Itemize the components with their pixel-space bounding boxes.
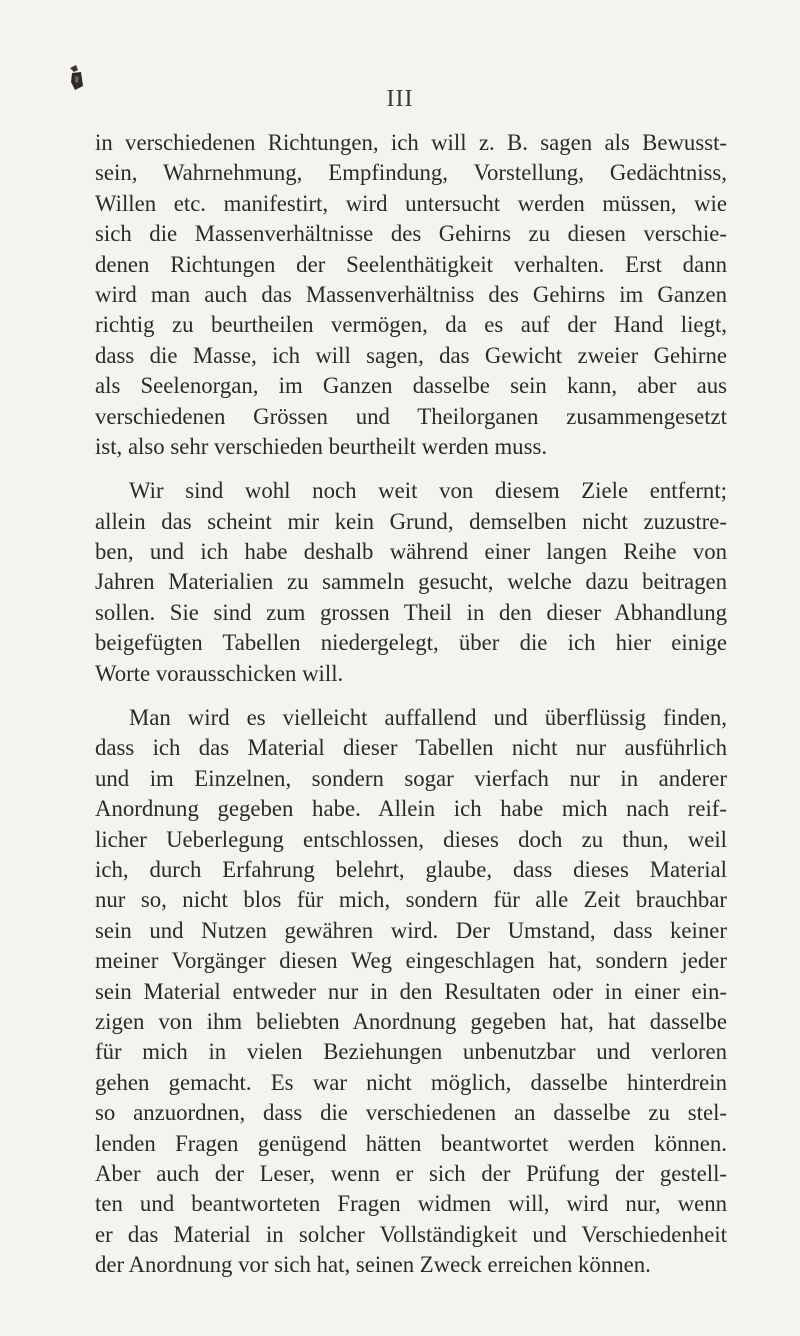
text-line: beigefügten Tabellen niedergelegt, über die ich hier einige bbox=[95, 630, 727, 656]
text-line: allein das scheint mir kein Grund, demselben nicht zuzustre- bbox=[95, 508, 727, 534]
text-line: Worte vorausschicken will. bbox=[95, 660, 344, 686]
paragraph-2 bbox=[95, 476, 727, 689]
text-line: in verschiedenen Richtungen, ich will z. B. sagen als Bewusst- bbox=[95, 130, 727, 155]
text-line: gehen gemacht. Es war nicht möglich, dasselbe hinterdrein bbox=[95, 1069, 727, 1095]
text-line: Willen etc. manifestirt, wird untersucht werden müssen, wie bbox=[95, 190, 727, 216]
text-line: nur so, nicht blos für mich, sondern für alle Zeit brauchbar bbox=[95, 887, 727, 913]
text-line: lenden Fragen genügend hätten beantwortet werden können. bbox=[95, 1130, 727, 1156]
text-line: licher Ueberlegung entschlossen, dieses doch zu thun, weil bbox=[95, 826, 727, 852]
text-line: zigen von ihm beliebten Anordnung gegeben hat, hat dasselbe bbox=[95, 1008, 727, 1034]
body-text bbox=[95, 128, 727, 1280]
text-line: sein, Wahrnehmung, Empfindung, Vorstellung, Gedächtniss, bbox=[95, 160, 727, 186]
text-line: richtig zu beurtheilen vermögen, da es auf der Hand liegt, bbox=[95, 312, 727, 338]
text-line: sollen. Sie sind zum grossen Theil in den dieser Abhandlung bbox=[95, 599, 727, 625]
text-line: Anordnung gegeben habe. Allein ich habe mich nach reif- bbox=[95, 796, 727, 822]
text-line: sein Material entweder nur in den Resultaten oder in einer ein- bbox=[95, 978, 727, 1004]
text-line: er das Material in solcher Vollständigkeit und Verschiedenheit bbox=[95, 1221, 727, 1247]
text-line: für mich in vielen Beziehungen unbenutzbar und verloren bbox=[95, 1039, 727, 1065]
paragraph-3 bbox=[95, 703, 727, 1280]
library-stamp-mark bbox=[66, 64, 86, 92]
text-line: ten und beantworteten Fragen widmen will, wird nur, wenn bbox=[95, 1191, 727, 1217]
text-line: Jahren Materialien zu sammeln gesucht, welche dazu beitragen bbox=[95, 569, 727, 595]
text-line: ist, also sehr verschieden beurtheilt werden muss. bbox=[95, 433, 548, 459]
text-line: wird man auch das Massenverhältniss des Gehirns im Ganzen bbox=[95, 281, 727, 307]
text-line: denen Richtungen der Seelenthätigkeit verhalten. Erst dann bbox=[95, 251, 727, 277]
text-line: ich, durch Erfahrung belehrt, glaube, dass dieses Material bbox=[95, 856, 727, 882]
text-line: Man wird es vielleicht auffallend und überflüssig finden, bbox=[129, 705, 727, 731]
text-line: als Seelenorgan, im Ganzen dasselbe sein kann, aber aus bbox=[95, 373, 727, 399]
text-line: dass die Masse, ich will sagen, das Gewicht zweier Gehirne bbox=[95, 342, 727, 368]
text-line: der Anordnung vor sich hat, seinen Zweck erreichen können. bbox=[95, 1252, 651, 1278]
text-line: dass ich das Material dieser Tabellen nicht nur ausführlich bbox=[95, 735, 727, 761]
page-number: III bbox=[386, 86, 414, 112]
text-line: verschiedenen Grössen und Theilorganen zusammengesetzt bbox=[95, 403, 727, 429]
text-line: Aber auch der Leser, wenn er sich der Prüfung der gestell- bbox=[95, 1160, 727, 1186]
text-line: meiner Vorgänger diesen Weg eingeschlagen hat, sondern jeder bbox=[95, 948, 727, 974]
text-line: sich die Massenverhältnisse des Gehirns zu diesen verschie- bbox=[95, 221, 727, 247]
text-line: ben, und ich habe deshalb während einer langen Reihe von bbox=[95, 539, 727, 565]
text-line: Wir sind wohl noch weit von diesem Ziele entfernt; bbox=[129, 478, 727, 504]
text-line: so anzuordnen, dass die verschiedenen an dasselbe zu stel- bbox=[95, 1100, 727, 1126]
text-line: und im Einzelnen, sondern sogar vierfach nur in anderer bbox=[95, 765, 727, 791]
paragraph-1 bbox=[95, 128, 727, 462]
text-line: sein und Nutzen gewähren wird. Der Umstand, dass keiner bbox=[95, 917, 727, 943]
